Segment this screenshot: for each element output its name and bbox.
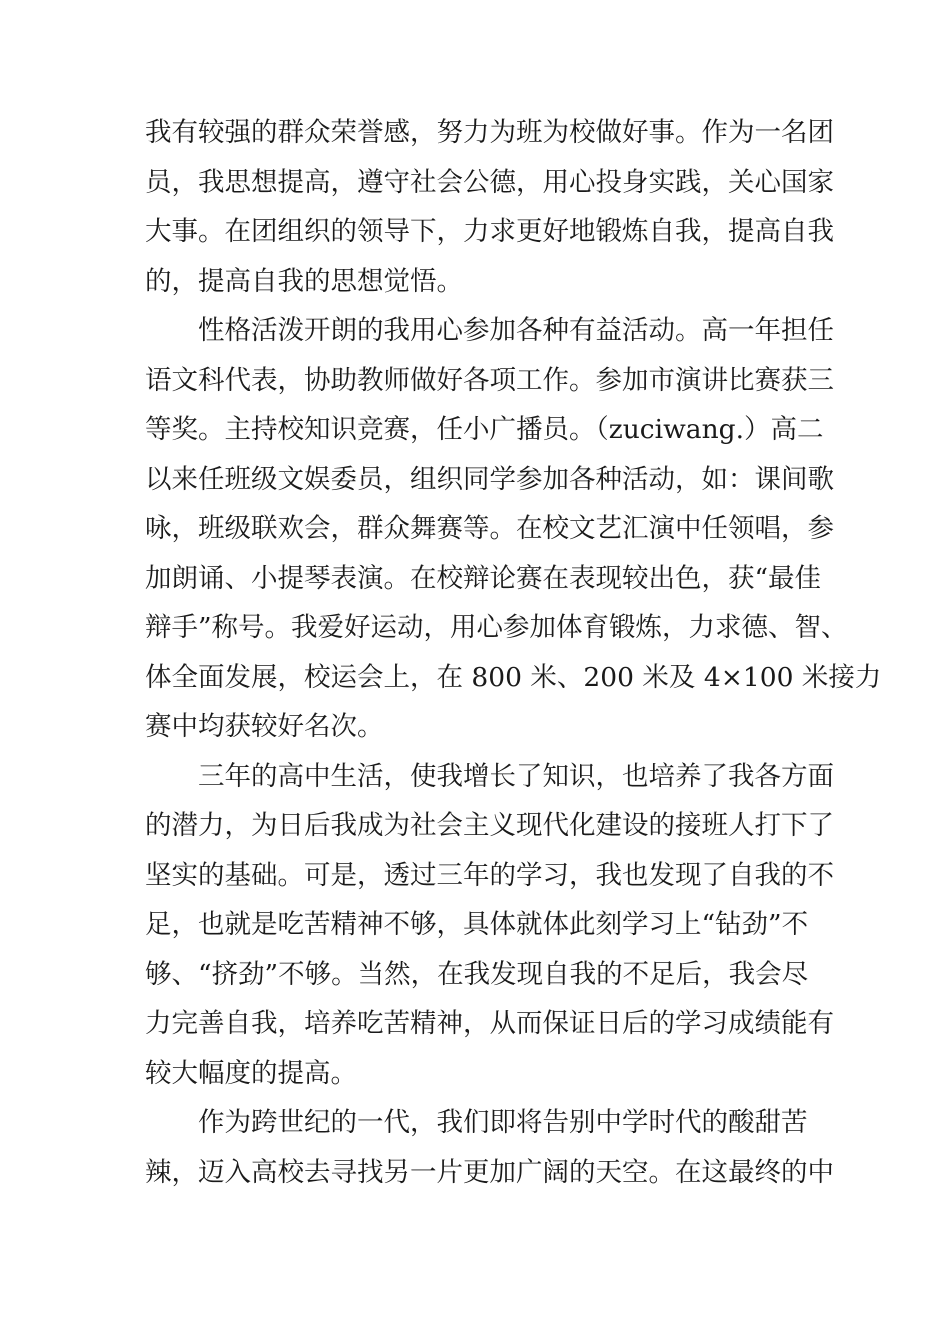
paragraph xyxy=(145,752,835,1099)
text-line: 的潜力，为日后我成为社会主义现代化建设的接班人打下了 xyxy=(145,810,834,841)
document-body xyxy=(145,108,882,1197)
text-line: 员，我思想提高，遵守社会公德，用心投身实践，关心国家 xyxy=(145,166,834,198)
text-line: 咏，班级联欢会，群众舞赛等。在校文艺汇演中任领唱，参 xyxy=(145,513,834,544)
paragraph xyxy=(145,1098,835,1197)
text-line: 体全面发展，校运会上，在 800 米、200 米及 4×100 米接力 xyxy=(145,661,882,693)
text-line: 较大幅度的提高。 xyxy=(145,1057,357,1089)
text-line: 的，提高自我的思想觉悟。 xyxy=(145,265,463,297)
text-line: 坚实的基础。可是，透过三年的学习，我也发现了自我的不 xyxy=(145,859,834,891)
text-line: 性格活泼开朗的我用心参加各种有益活动。高一年担任 xyxy=(198,315,834,346)
paragraph xyxy=(145,108,835,306)
text-line: 三年的高中生活，使我增长了知识，也培养了我各方面 xyxy=(198,760,834,792)
text-line: 语文科代表，协助教师做好各项工作。参加市演讲比赛获三 xyxy=(145,364,834,396)
text-line: 大事。在团组织的领导下，力求更好地锻炼自我，提高自我 xyxy=(145,216,834,247)
text-line: 力完善自我，培养吃苦精神，从而保证日后的学习成绩能有 xyxy=(145,1008,834,1039)
text-line: 辣，迈入高校去寻找另一片更加广阔的天空。在这最终的中 xyxy=(145,1156,834,1188)
text-line: 以来任班级文娱委员，组织同学参加各种活动，如：课间歌 xyxy=(145,463,834,495)
text-line: 辩手”称号。我爱好运动，用心参加体育锻炼，力求德、智、 xyxy=(145,612,848,643)
text-line: 足，也就是吃苦精神不够，具体就体此刻学习上“钻劲”不 xyxy=(145,909,809,940)
text-line: 作为跨世纪的一代，我们即将告别中学时代的酸甜苦 xyxy=(198,1107,808,1138)
paragraph xyxy=(145,306,882,752)
text-line: 够、“挤劲”不够。当然，在我发现自我的不足后，我会尽 xyxy=(145,958,809,990)
text-line: 赛中均获较好名次。 xyxy=(145,711,384,742)
text-line: 加朗诵、小提琴表演。在校辩论赛在表现较出色，获“最佳 xyxy=(145,562,822,594)
text-line: 等奖。主持校知识竞赛，任小广播员。（zuciwang.）高二 xyxy=(145,414,824,445)
text-line: 我有较强的群众荣誉感，努力为班为校做好事。作为一名团 xyxy=(145,117,834,148)
